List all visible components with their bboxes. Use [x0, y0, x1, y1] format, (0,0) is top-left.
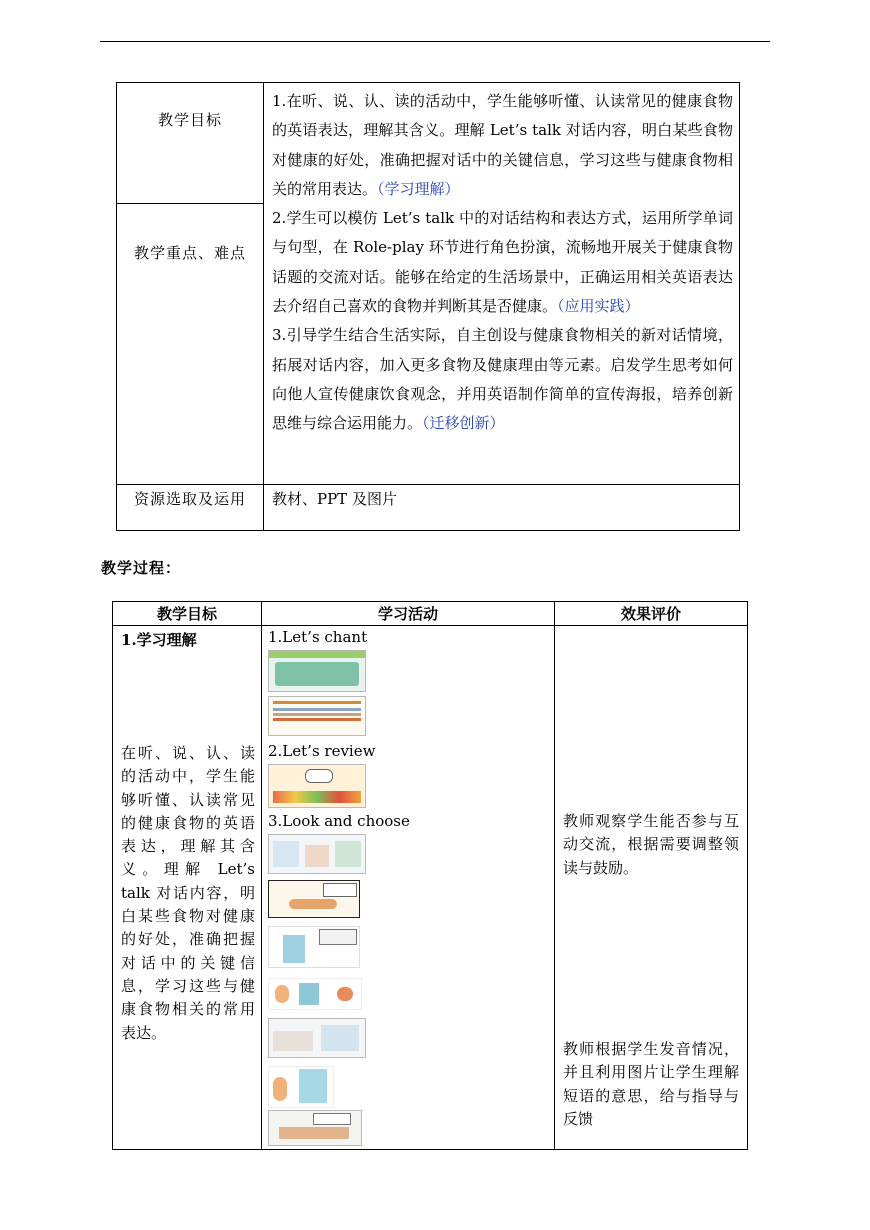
lets-check-image-1 — [268, 1018, 366, 1058]
header-goal: 教学目标 — [113, 602, 262, 626]
process-table — [112, 601, 748, 1150]
goal-2-tag: （应用实践） — [557, 297, 640, 316]
objectives-table — [116, 82, 740, 531]
process-title: 教学过程： — [101, 559, 182, 577]
goal-title: 1.学习理解 — [121, 631, 197, 649]
objectives-label: 教学目标 — [157, 111, 222, 129]
goal-1: 1.在听、说、认、读的活动中，学生能够听懂、认读常见的健康食物的英语表达，理解其含义。理解 Let’s talk 对话内容，明白某些食物对健康的好处，准确把握对话中的关键信息，学习这些与健康食物相关的常用表达。（学习理解） — [272, 92, 733, 198]
look-choose-image-2 — [268, 880, 360, 918]
row-label-key-points — [117, 204, 264, 485]
goal-2: 2.学生可以模仿 Let’s talk 中的对话结构和表达方式，运用所学单词与句型，在 Role-play 环节进行角色扮演，流畅地开展关于健康食物话题的交流对话。能够在给定的生活场景中，正确运用相关英语表达去介绍自己喜欢的食物并判断其是否健康。（应用实践） — [272, 209, 733, 316]
header-evaluation: 效果评价 — [555, 602, 748, 626]
header-rule — [100, 41, 770, 42]
look-choose-image-3 — [268, 926, 360, 968]
resources-label: 资源选取及运用 — [133, 490, 246, 508]
lets-check-image-2 — [268, 1066, 334, 1108]
chant-words-image — [268, 696, 366, 736]
goal-3: 3.引导学生结合生活实际，自主创设与健康食物相关的新对话情境，拓展对话内容，加入更多食物及健康理由等元素。启发学生思考如何向他人宣传健康饮食观念，并用英语制作简单的宣传海报，培养创新思维与综合运用能力。（迁移创新） — [272, 326, 733, 433]
lets-check-image-3 — [268, 1110, 362, 1146]
activity-3: 3.Look and choose — [268, 812, 410, 830]
key-points-label: 教学重点、难点 — [133, 244, 246, 262]
evaluation-1: 教师观察学生能否参与互动交流，根据需要调整领读与鼓励。 — [563, 812, 739, 877]
row-label-resources — [117, 485, 264, 531]
evaluation-2: 教师根据学生发音情况，并且利用图片让学生理解短语的意思，给与指导与反馈 — [563, 1040, 739, 1128]
resources-value: 教材、PPT 及图片 — [264, 485, 740, 531]
activity-1: 1.Let’s chant — [268, 628, 368, 646]
look-choose-image-4 — [268, 978, 362, 1010]
look-choose-image-1 — [268, 834, 366, 874]
review-image — [268, 764, 366, 808]
header-activity: 学习活动 — [262, 602, 555, 626]
activity-cell — [262, 626, 555, 1150]
goal-cell — [113, 626, 262, 1150]
goal-1-tag: （学习理解） — [377, 179, 460, 198]
evaluation-cell — [555, 626, 748, 1150]
goal-body: 在听、说、认、读的活动中，学生能够听懂、认读常见的健康食物的英语表达，理解其含义。理解 Let’s talk 对话内容，明白某些食物对健康的好处，准确把握对话中的关键信息，学习这些与健康食物相关的常用表达。 — [121, 744, 255, 1042]
activity-2: 2.Let’s review — [268, 742, 376, 760]
row-label-objectives — [117, 83, 264, 204]
chant-slide-image — [268, 650, 366, 692]
objectives-content — [264, 83, 740, 485]
goal-3-tag: （迁移创新） — [422, 414, 505, 433]
